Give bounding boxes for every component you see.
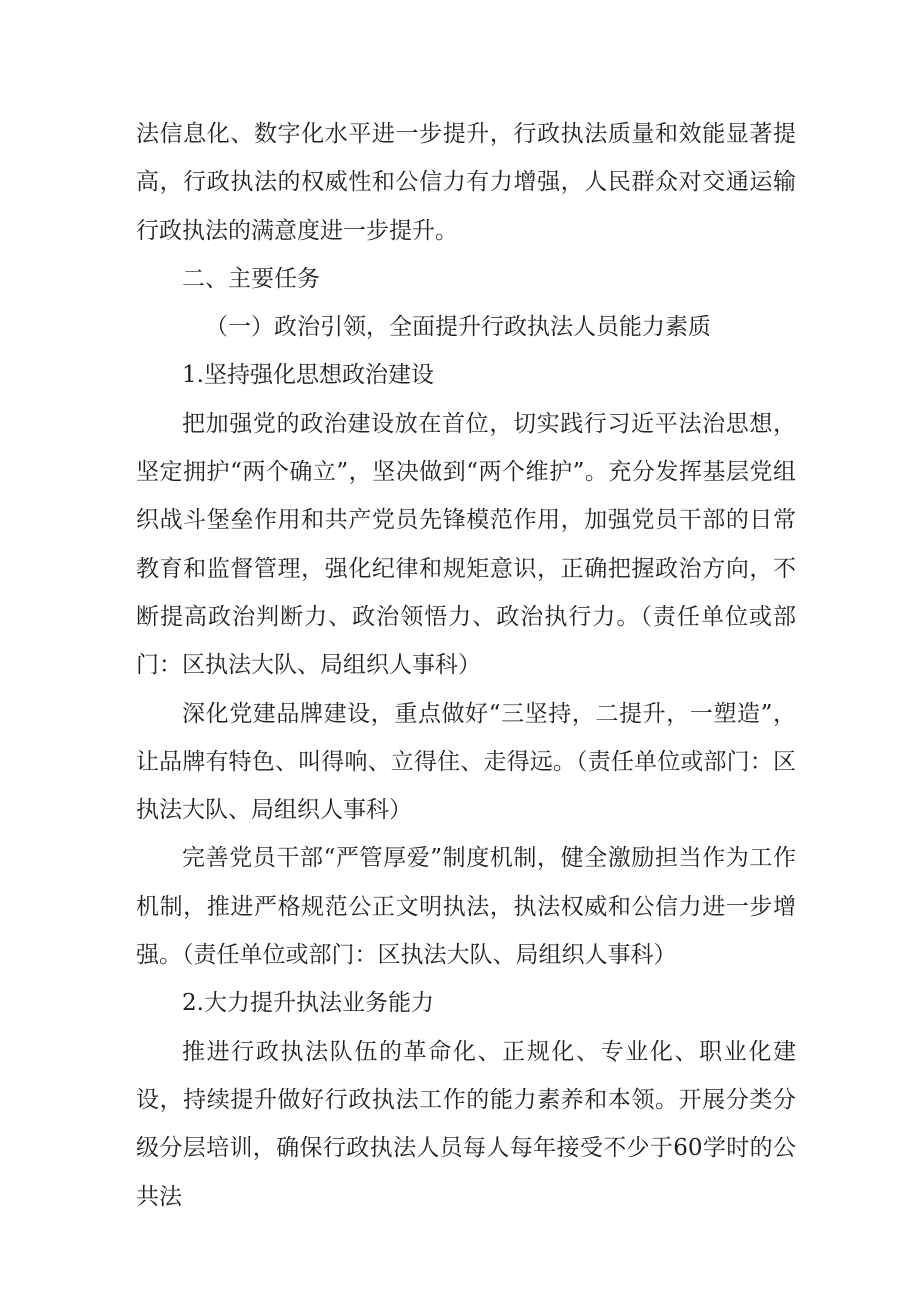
paragraph-party-building: 把加强党的政治建设放在首位，切实践行习近平法治思想，坚定拥护“两个确立”，坚决做到“两个维护”。充分发挥基层党组织战斗堡垒作用和共产党员先锋模范作用，加强党员干部的日常教育和监督管理，强化纪律和规矩意识，正确把握政治方向，不断提高政治判断力、政治领悟力、政治执行力。（责任单位或部门：区执法大队、局组织人事科）	[136, 410, 796, 679]
section-heading-main-tasks: 二、主要任务	[182, 265, 320, 292]
paragraph-party-brand: 深化党建品牌建设，重点做好“三坚持，二提升，一塑造”，让品牌有特色、叫得响、立得住、走得远。（责任单位或部门：区执法大队、局组织人事科）	[136, 700, 796, 824]
item-heading-enforcement-capability: 2.大力提升执法业务能力	[182, 990, 434, 1017]
paragraph-continued: 法信息化、数字化水平进一步提升，行政执法质量和效能显著提高，行政执法的权威性和公信力有力增强，人民群众对交通运输行政执法的满意度进一步提升。	[136, 121, 796, 244]
item-heading-political-construction: 1.坚持强化思想政治建设	[182, 362, 434, 389]
document-body	[136, 110, 796, 1221]
paragraph-cadre-mechanism: 完善党员干部“严管厚爱”制度机制，健全激励担当作为工作机制，推进严格规范公正文明执法，执法权威和公信力进一步增强。（责任单位或部门：区执法大队、局组织人事科）	[136, 845, 796, 969]
subsection-heading-political-leadership: （一）政治引领，全面提升行政执法人员能力素质	[205, 314, 711, 341]
paragraph-enforcement-team: 推进行政执法队伍的革命化、正规化、专业化、职业化建设，持续提升做好行政执法工作的能力素养和本领。开展分类分级分层培训，确保行政执法人员每人每年接受不少于60学时的公共法	[136, 1038, 796, 1210]
